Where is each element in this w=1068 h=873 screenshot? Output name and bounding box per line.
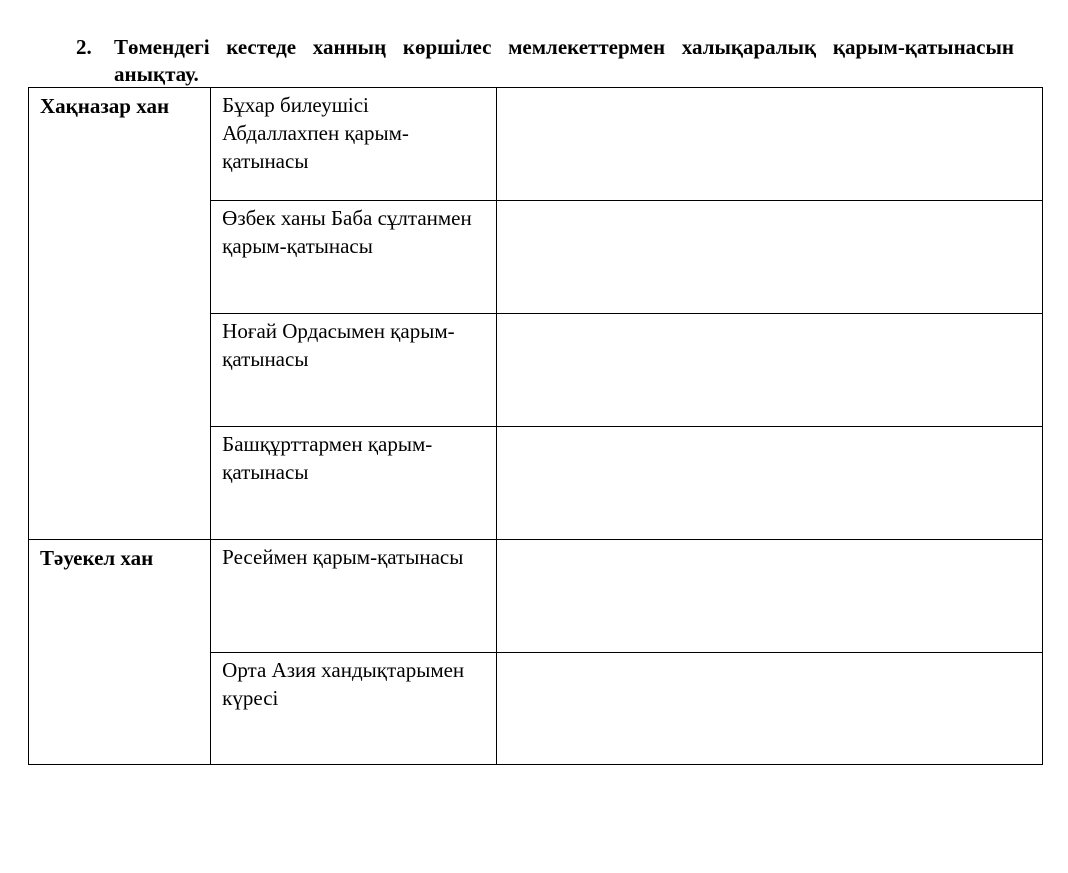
relation-cell xyxy=(211,201,497,314)
answer-cell[interactable] xyxy=(497,540,1043,653)
relation-label: Башқұрттармен қарым-қатынасы xyxy=(222,432,433,484)
answer-cell[interactable] xyxy=(497,427,1043,540)
khan-cell-haknazar xyxy=(29,88,211,540)
table-row xyxy=(29,88,1043,201)
relation-cell xyxy=(211,314,497,427)
answer-cell[interactable] xyxy=(497,201,1043,314)
relation-label: Өзбек ханы Баба сұлтанмен қарым-қатынасы xyxy=(222,206,472,258)
relation-label: Бұхар билеушісі Абдаллахпен қарым-қатынасы xyxy=(222,93,409,173)
khan-relations-table xyxy=(28,87,1043,765)
task-number: 2. xyxy=(76,35,92,59)
relation-cell xyxy=(211,427,497,540)
relation-cell xyxy=(211,540,497,653)
relation-cell xyxy=(211,653,497,765)
relation-label: Ресеймен қарым-қатынасы xyxy=(222,545,464,569)
relation-label: Орта Азия хандықтарымен күресі xyxy=(222,658,465,710)
khan-name: Хақназар хан xyxy=(40,94,170,118)
answer-cell[interactable] xyxy=(497,88,1043,201)
answer-cell[interactable] xyxy=(497,314,1043,427)
table-row xyxy=(29,540,1043,653)
relation-label: Ноғай Ордасымен қарым-қатынасы xyxy=(222,319,455,371)
relation-cell xyxy=(211,88,497,201)
khan-name: Тәуекел хан xyxy=(40,546,154,570)
answer-cell[interactable] xyxy=(497,653,1043,765)
khan-cell-tauekel xyxy=(29,540,211,765)
task-instruction: Төмендегі кестеде ханның көршілес мемлекеттермен халықаралық қарым-қатынасын анықтау. xyxy=(114,35,1014,86)
